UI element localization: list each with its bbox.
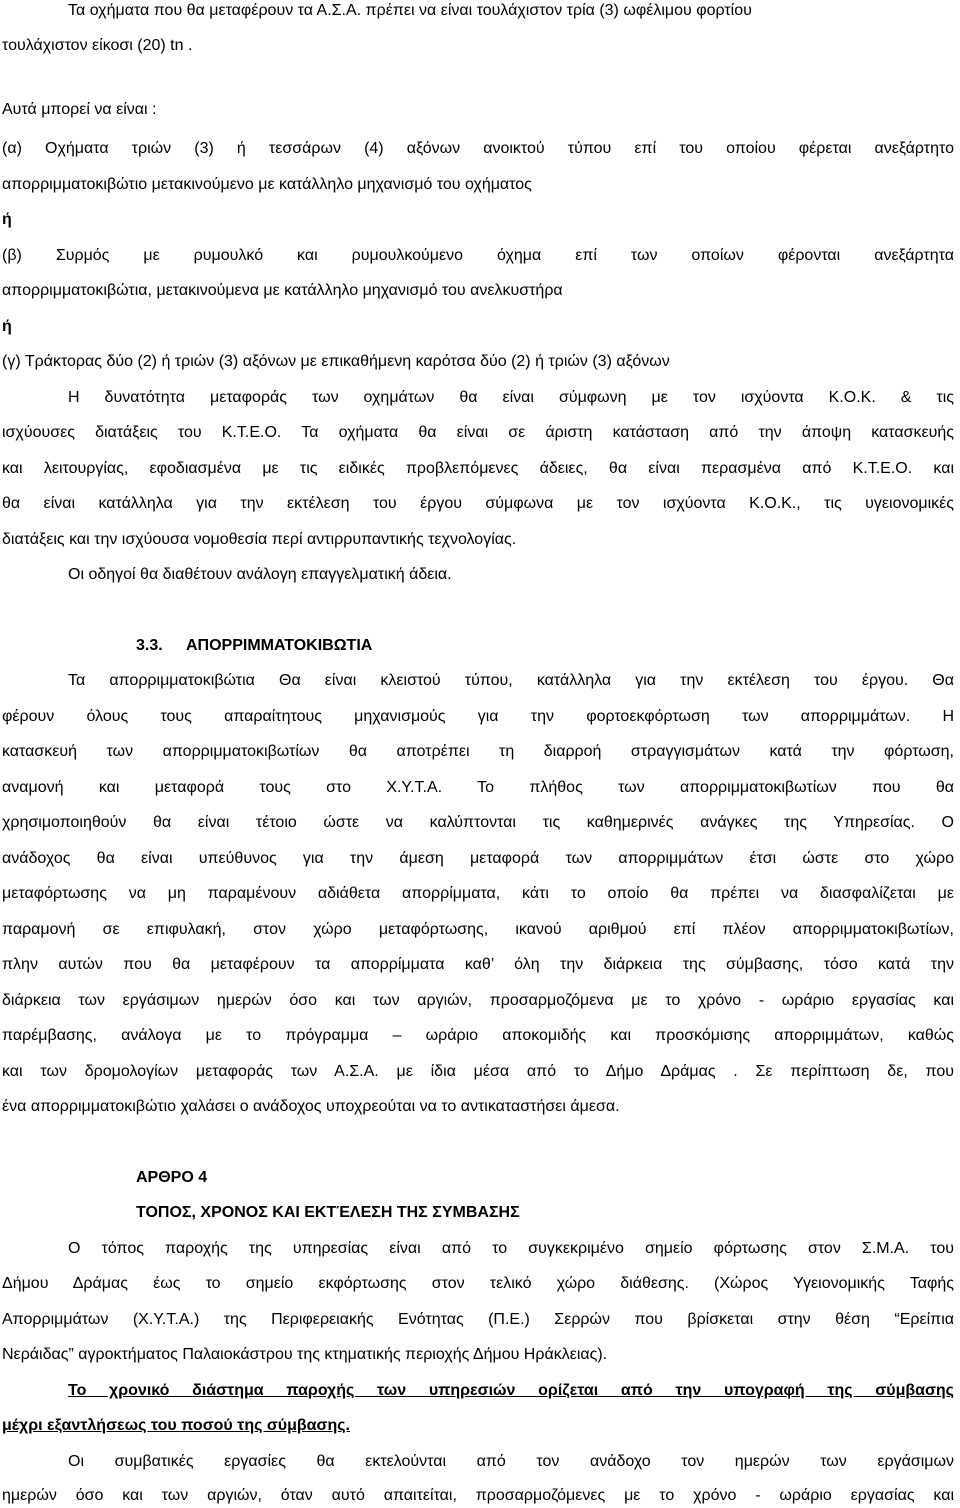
section-title: ΑΠΟΡΡΙΜΜΑΤΟΚΙΒΩΤΙΑ — [186, 637, 373, 654]
place-paragraph-line-2: Δήμου Δράμας έως το σημείο εκφόρτωσης στον τελικό χώρο διάθεσης. (Χώρος Υγειονομικής Ταφής — [2, 1275, 954, 1292]
vehicles-paragraph-line-3: και λειτουργίας, εφοδιασμένα με τις ειδικές προβλεπόμενες άδειες, θα είναι περασμένα από Κ.Τ.Ε.Ο. και — [2, 460, 954, 477]
intro-line-1: Τα οχήματα που θα μεταφέρουν τα Α.Σ.Α. πρέπει να είναι τουλάχιστον τρία (3) ωφέλιμου φορτίου — [68, 2, 752, 19]
containers-paragraph-line-11: παρέμβασης, ανάλογα με το πρόγραμμα – ωράριο αποκομιδής και προσκόμισης απορριμμάτων, καθώς — [2, 1027, 954, 1044]
vehicles-paragraph-line-4: θα είναι κατάλληλα για την εκτέλεση του έργου σύμφωνα με τον ισχύοντα Κ.Ο.Κ., τις υγειονομικές — [2, 495, 954, 512]
option-a-line-2: απορριμματοκιβώτιο μετακινούμενο με κατάλληλο μηχανισμό του οχήματος — [2, 176, 532, 193]
option-b-line-1: (β) Συρμός με ρυμουλκό και ρυμουλκούμενο όχημα επί των οποίων φέρονται ανεξάρτητα — [2, 247, 954, 264]
vehicles-paragraph-line-2: ισχύουσες διατάξεις του Κ.Τ.Ε.Ο. Τα οχήματα θα είναι σε άριστη κατάσταση από την άποψη κατασκευής — [2, 424, 954, 441]
intro-options-lead: Αυτά μπορεί να είναι : — [2, 101, 157, 118]
containers-paragraph-line-7: μεταφόρτωσης να μη παραμένουν αδιάθετα απορρίμματα, κάτι το οποίο θα πρέπει να διασφαλίζεται με — [2, 885, 954, 902]
section-number: 3.3. — [136, 637, 163, 654]
section-heading — [136, 634, 954, 658]
article-title: ΤΟΠΟΣ, ΧΡΟΝΟΣ ΚΑΙ ΕΚΤΈΛΕΣΗ ΤΗΣ ΣΥΜΒΑΣΗΣ — [136, 1204, 520, 1221]
option-b-line-2: απορριμματοκιβώτια, μετακινούμενα με κατάλληλο μηχανισμό του ανελκυστήρα — [2, 282, 563, 299]
containers-paragraph-line-2: φέρουν όλους τους απαραίτητους μηχανισμούς για την φορτοεκφόρτωση των απορριμμάτων. Η — [2, 708, 954, 725]
containers-paragraph-line-6: ανάδοχος θα είναι υπεύθυνος για την άμεση μεταφορά των απορριμμάτων έτσι ώστε στο χώρο — [2, 850, 954, 867]
place-paragraph-line-1: Ο τόπος παροχής της υπηρεσίας είναι από το συγκεκριμένο σημείο φόρτωσης στον Σ.Μ.Α. του — [68, 1240, 954, 1257]
containers-paragraph-line-12: και των δρομολογίων μεταφοράς των Α.Σ.Α. με ίδια μέσα από το Δήμο Δράμας . Σε περίπτωση δε, που — [2, 1063, 954, 1080]
place-paragraph-line-4: Νεράιδας” αγροκτήματος Παλαιοκάστρου της κτηματικής περιοχής Δήμου Ηράκλειας). — [2, 1346, 608, 1363]
containers-paragraph-line-9: πλην αυτών που θα μεταφέρουν τα απορρίμματα καθ’ όλη την διάρκεια της σύμβασης, τόσο κατά την — [2, 956, 954, 973]
duration-clause-line-1: Το χρονικό διάστημα παροχής των υπηρεσιών ορίζεται από την υπογραφή της σύμβασης — [68, 1382, 954, 1399]
or-separator-1: ή — [2, 211, 12, 228]
drivers-license-paragraph: Οι οδηγοί θα διαθέτουν ανάλογη επαγγελματική άδεια. — [68, 566, 452, 583]
schedule-paragraph-line-2: ημερών όσο και των αργιών, όταν αυτό απαιτείται, προσαρμοζόμενες με το χρόνο - ωράριο εργασίας και — [2, 1487, 954, 1504]
containers-paragraph-line-13: ένα απορριμματοκιβώτιο χαλάσει ο ανάδοχος υποχρεούται να το αντικαταστήσει άμεσα. — [2, 1098, 620, 1115]
vehicles-paragraph-line-1: Η δυνατότητα μεταφοράς των οχημάτων θα είναι σύμφωνη με τον ισχύοντα Κ.Ο.Κ. & τις — [68, 389, 954, 406]
place-paragraph-line-3: Απορριμμάτων (Χ.Υ.Τ.Α.) της Περιφερειακής Ενότητας (Π.Ε.) Σερρών που βρίσκεται στην θέση “Ερείπια — [2, 1311, 954, 1328]
article-label: ΑΡΘΡΟ 4 — [136, 1169, 208, 1186]
intro-line-2: τουλάχιστον είκοσι (20) tn . — [2, 37, 193, 54]
containers-paragraph-line-5: χρησιμοποιηθούν θα είναι τέτοιο ώστε να καλύπτονται τις καθημερινές ανάγκες της Υπηρεσίας. Ο — [2, 814, 954, 831]
schedule-paragraph-line-1: Οι συμβατικές εργασίες θα εκτελούνται από τον ανάδοχο τον ημερών των εργάσιμων — [68, 1453, 954, 1470]
duration-clause-line-2: μέχρι εξαντλήσεως του ποσού της σύμβασης. — [2, 1417, 350, 1434]
containers-paragraph-line-4: αναμονή και μεταφορά τους στο Χ.Υ.Τ.Α. Το πλήθος των απορριμματοκιβωτίων που θα — [2, 779, 954, 796]
containers-paragraph-line-1: Τα απορριμματοκιβώτια Θα είναι κλειστού τύπου, κατάλληλα για την εκτέλεση του έργου. Θα — [68, 672, 954, 689]
option-c-line-1: (γ) Τράκτορας δύο (2) ή τριών (3) αξόνων με επικαθήμενη καρότσα δύο (2) ή τριών (3) αξόνων — [2, 353, 670, 370]
containers-paragraph-line-10: διάρκεια των εργάσιμων ημερών όσο και των αργιών, προσαρμοζόμενα με το χρόνο - ωράριο εργασίας και — [2, 992, 954, 1009]
option-a-line-1: (α) Οχήματα τριών (3) ή τεσσάρων (4) αξόνων ανοικτού τύπου επί του οποίου φέρεται ανεξάρτητο — [2, 140, 954, 157]
containers-paragraph-line-8: παραμονή σε επιφυλακή, στον χώρο μεταφόρτωσης, ικανού αριθμού επί πλέον απορριμματοκιβωτίων, — [2, 921, 954, 938]
containers-paragraph-line-3: κατασκευή των απορριμματοκιβωτίων θα αποτρέπει τη διαρροή στραγγισμάτων κατά την φόρτωση, — [2, 743, 954, 760]
or-separator-2: ή — [2, 318, 12, 335]
vehicles-paragraph-line-5: διατάξεις και την ισχύουσα νομοθεσία περί αντιρρυπαντικής τεχνολογίας. — [2, 531, 517, 548]
